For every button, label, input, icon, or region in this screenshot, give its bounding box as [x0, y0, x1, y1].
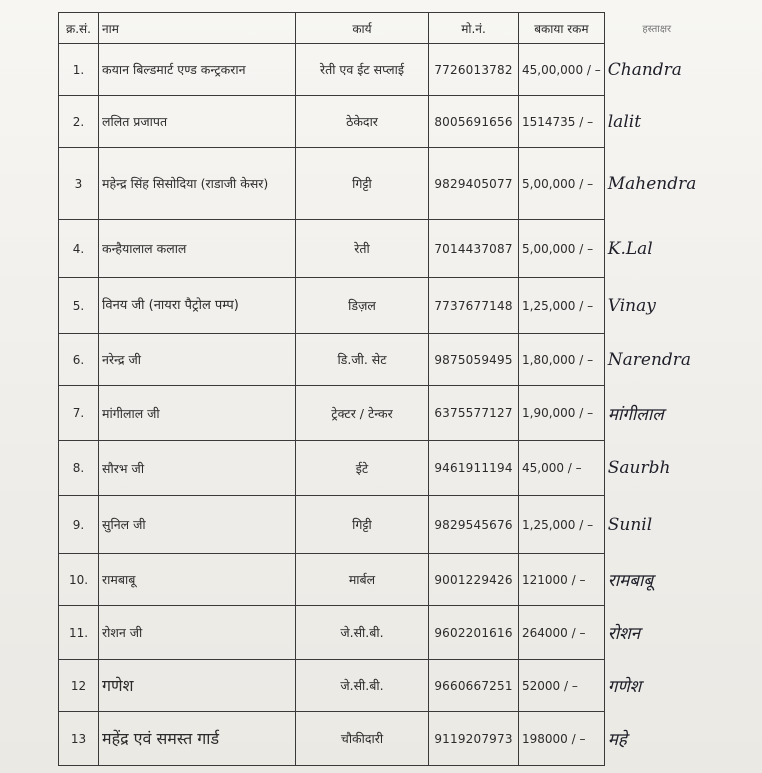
signature-cell: Sunil: [604, 496, 709, 554]
mobile-cell: 8005691656: [429, 96, 519, 148]
work-cell: डि.जी. सेट: [296, 334, 429, 386]
name-cell: ललित प्रजापत: [99, 96, 296, 148]
work-cell: गिट्टी: [296, 148, 429, 220]
header-mobile: मो.नं.: [429, 13, 519, 44]
table-row: [59, 220, 709, 278]
signature-cell: मांगीलाल: [604, 386, 709, 441]
amount-cell: 45,000 / –: [519, 441, 605, 496]
name-cell: कन्हैयालाल कलाल: [99, 220, 296, 278]
signature-cell: K.Lal: [604, 220, 709, 278]
work-cell: ठेकेदार: [296, 96, 429, 148]
name-cell: रामबाबू: [99, 554, 296, 606]
amount-cell: 1,25,000 / –: [519, 496, 605, 554]
mobile-cell: 9660667251: [429, 660, 519, 712]
mobile-cell: 9602201616: [429, 606, 519, 660]
work-cell: जे.सी.बी.: [296, 606, 429, 660]
work-cell: रेती: [296, 220, 429, 278]
table-row: [59, 44, 709, 96]
work-cell: गिट्टी: [296, 496, 429, 554]
work-cell: ईटे: [296, 441, 429, 496]
name-cell: महेंद्र एवं समस्त गार्ड: [99, 712, 296, 766]
name-cell: विनय जी (नायरा पैट्रोल पम्प): [99, 278, 296, 334]
name-cell: मांगीलाल जी: [99, 386, 296, 441]
table-row: [59, 278, 709, 334]
work-cell: डिज़ल: [296, 278, 429, 334]
serial-cell: 4.: [59, 220, 99, 278]
amount-cell: 121000 / –: [519, 554, 605, 606]
signature-cell: महे: [604, 712, 709, 766]
header-work: कार्य: [296, 13, 429, 44]
serial-cell: 9.: [59, 496, 99, 554]
work-cell: जे.सी.बी.: [296, 660, 429, 712]
mobile-cell: 9119207973: [429, 712, 519, 766]
header-serial: क्र.सं.: [59, 13, 99, 44]
name-cell: नरेन्द्र जी: [99, 334, 296, 386]
signature-cell: रामबाबू: [604, 554, 709, 606]
header-amount: बकाया रकम: [519, 13, 605, 44]
mobile-cell: 7737677148: [429, 278, 519, 334]
serial-cell: 1.: [59, 44, 99, 96]
signature-cell: Mahendra: [604, 148, 709, 220]
serial-cell: 5.: [59, 278, 99, 334]
amount-cell: 52000 / –: [519, 660, 605, 712]
signature-cell: Chandra: [604, 44, 709, 96]
amount-cell: 264000 / –: [519, 606, 605, 660]
table-row: [59, 606, 709, 660]
table-row: [59, 660, 709, 712]
name-cell: कयान बिल्डमार्ट एण्ड कन्ट्रकरान: [99, 44, 296, 96]
table-row: [59, 96, 709, 148]
serial-cell: 3: [59, 148, 99, 220]
amount-cell: 5,00,000 / –: [519, 148, 605, 220]
amount-cell: 1,25,000 / –: [519, 278, 605, 334]
name-cell: सौरभ जी: [99, 441, 296, 496]
amount-cell: 1514735 / –: [519, 96, 605, 148]
name-cell: गणेश: [99, 660, 296, 712]
work-cell: ट्रेक्टर / टेन्कर: [296, 386, 429, 441]
mobile-cell: 6375577127: [429, 386, 519, 441]
header-name: नाम: [99, 13, 296, 44]
table-row: [59, 386, 709, 441]
signature-cell: Narendra: [604, 334, 709, 386]
signature-cell: Saurbh: [604, 441, 709, 496]
work-cell: मार्बल: [296, 554, 429, 606]
serial-cell: 2.: [59, 96, 99, 148]
amount-cell: 1,90,000 / –: [519, 386, 605, 441]
name-cell: सुनिल जी: [99, 496, 296, 554]
mobile-cell: 9001229426: [429, 554, 519, 606]
table-row: [59, 148, 709, 220]
table-row: [59, 712, 709, 766]
amount-cell: 198000 / –: [519, 712, 605, 766]
mobile-cell: 7014437087: [429, 220, 519, 278]
dues-table: [58, 12, 709, 766]
serial-cell: 11.: [59, 606, 99, 660]
amount-cell: 45,00,000 / –: [519, 44, 605, 96]
serial-cell: 6.: [59, 334, 99, 386]
serial-cell: 12: [59, 660, 99, 712]
mobile-cell: 7726013782: [429, 44, 519, 96]
table-row: [59, 334, 709, 386]
mobile-cell: 9875059495: [429, 334, 519, 386]
name-cell: महेन्द्र सिंह सिसोदिया (राडाजी केसर): [99, 148, 296, 220]
work-cell: चौकीदारी: [296, 712, 429, 766]
mobile-cell: 9829405077: [429, 148, 519, 220]
signature-cell: गणेश: [604, 660, 709, 712]
table-row: [59, 496, 709, 554]
name-cell: रोशन जी: [99, 606, 296, 660]
work-cell: रेती एव ईट सप्लाई: [296, 44, 429, 96]
signature-cell: lalit: [604, 96, 709, 148]
serial-cell: 7.: [59, 386, 99, 441]
serial-cell: 10.: [59, 554, 99, 606]
signature-cell: Vinay: [604, 278, 709, 334]
serial-cell: 13: [59, 712, 99, 766]
serial-cell: 8.: [59, 441, 99, 496]
signature-cell: रोशन: [604, 606, 709, 660]
header-signature: हस्ताक्षर: [604, 13, 709, 44]
amount-cell: 1,80,000 / –: [519, 334, 605, 386]
amount-cell: 5,00,000 / –: [519, 220, 605, 278]
mobile-cell: 9461911194: [429, 441, 519, 496]
header-row: [59, 13, 709, 44]
mobile-cell: 9829545676: [429, 496, 519, 554]
table-row: [59, 554, 709, 606]
table-row: [59, 441, 709, 496]
